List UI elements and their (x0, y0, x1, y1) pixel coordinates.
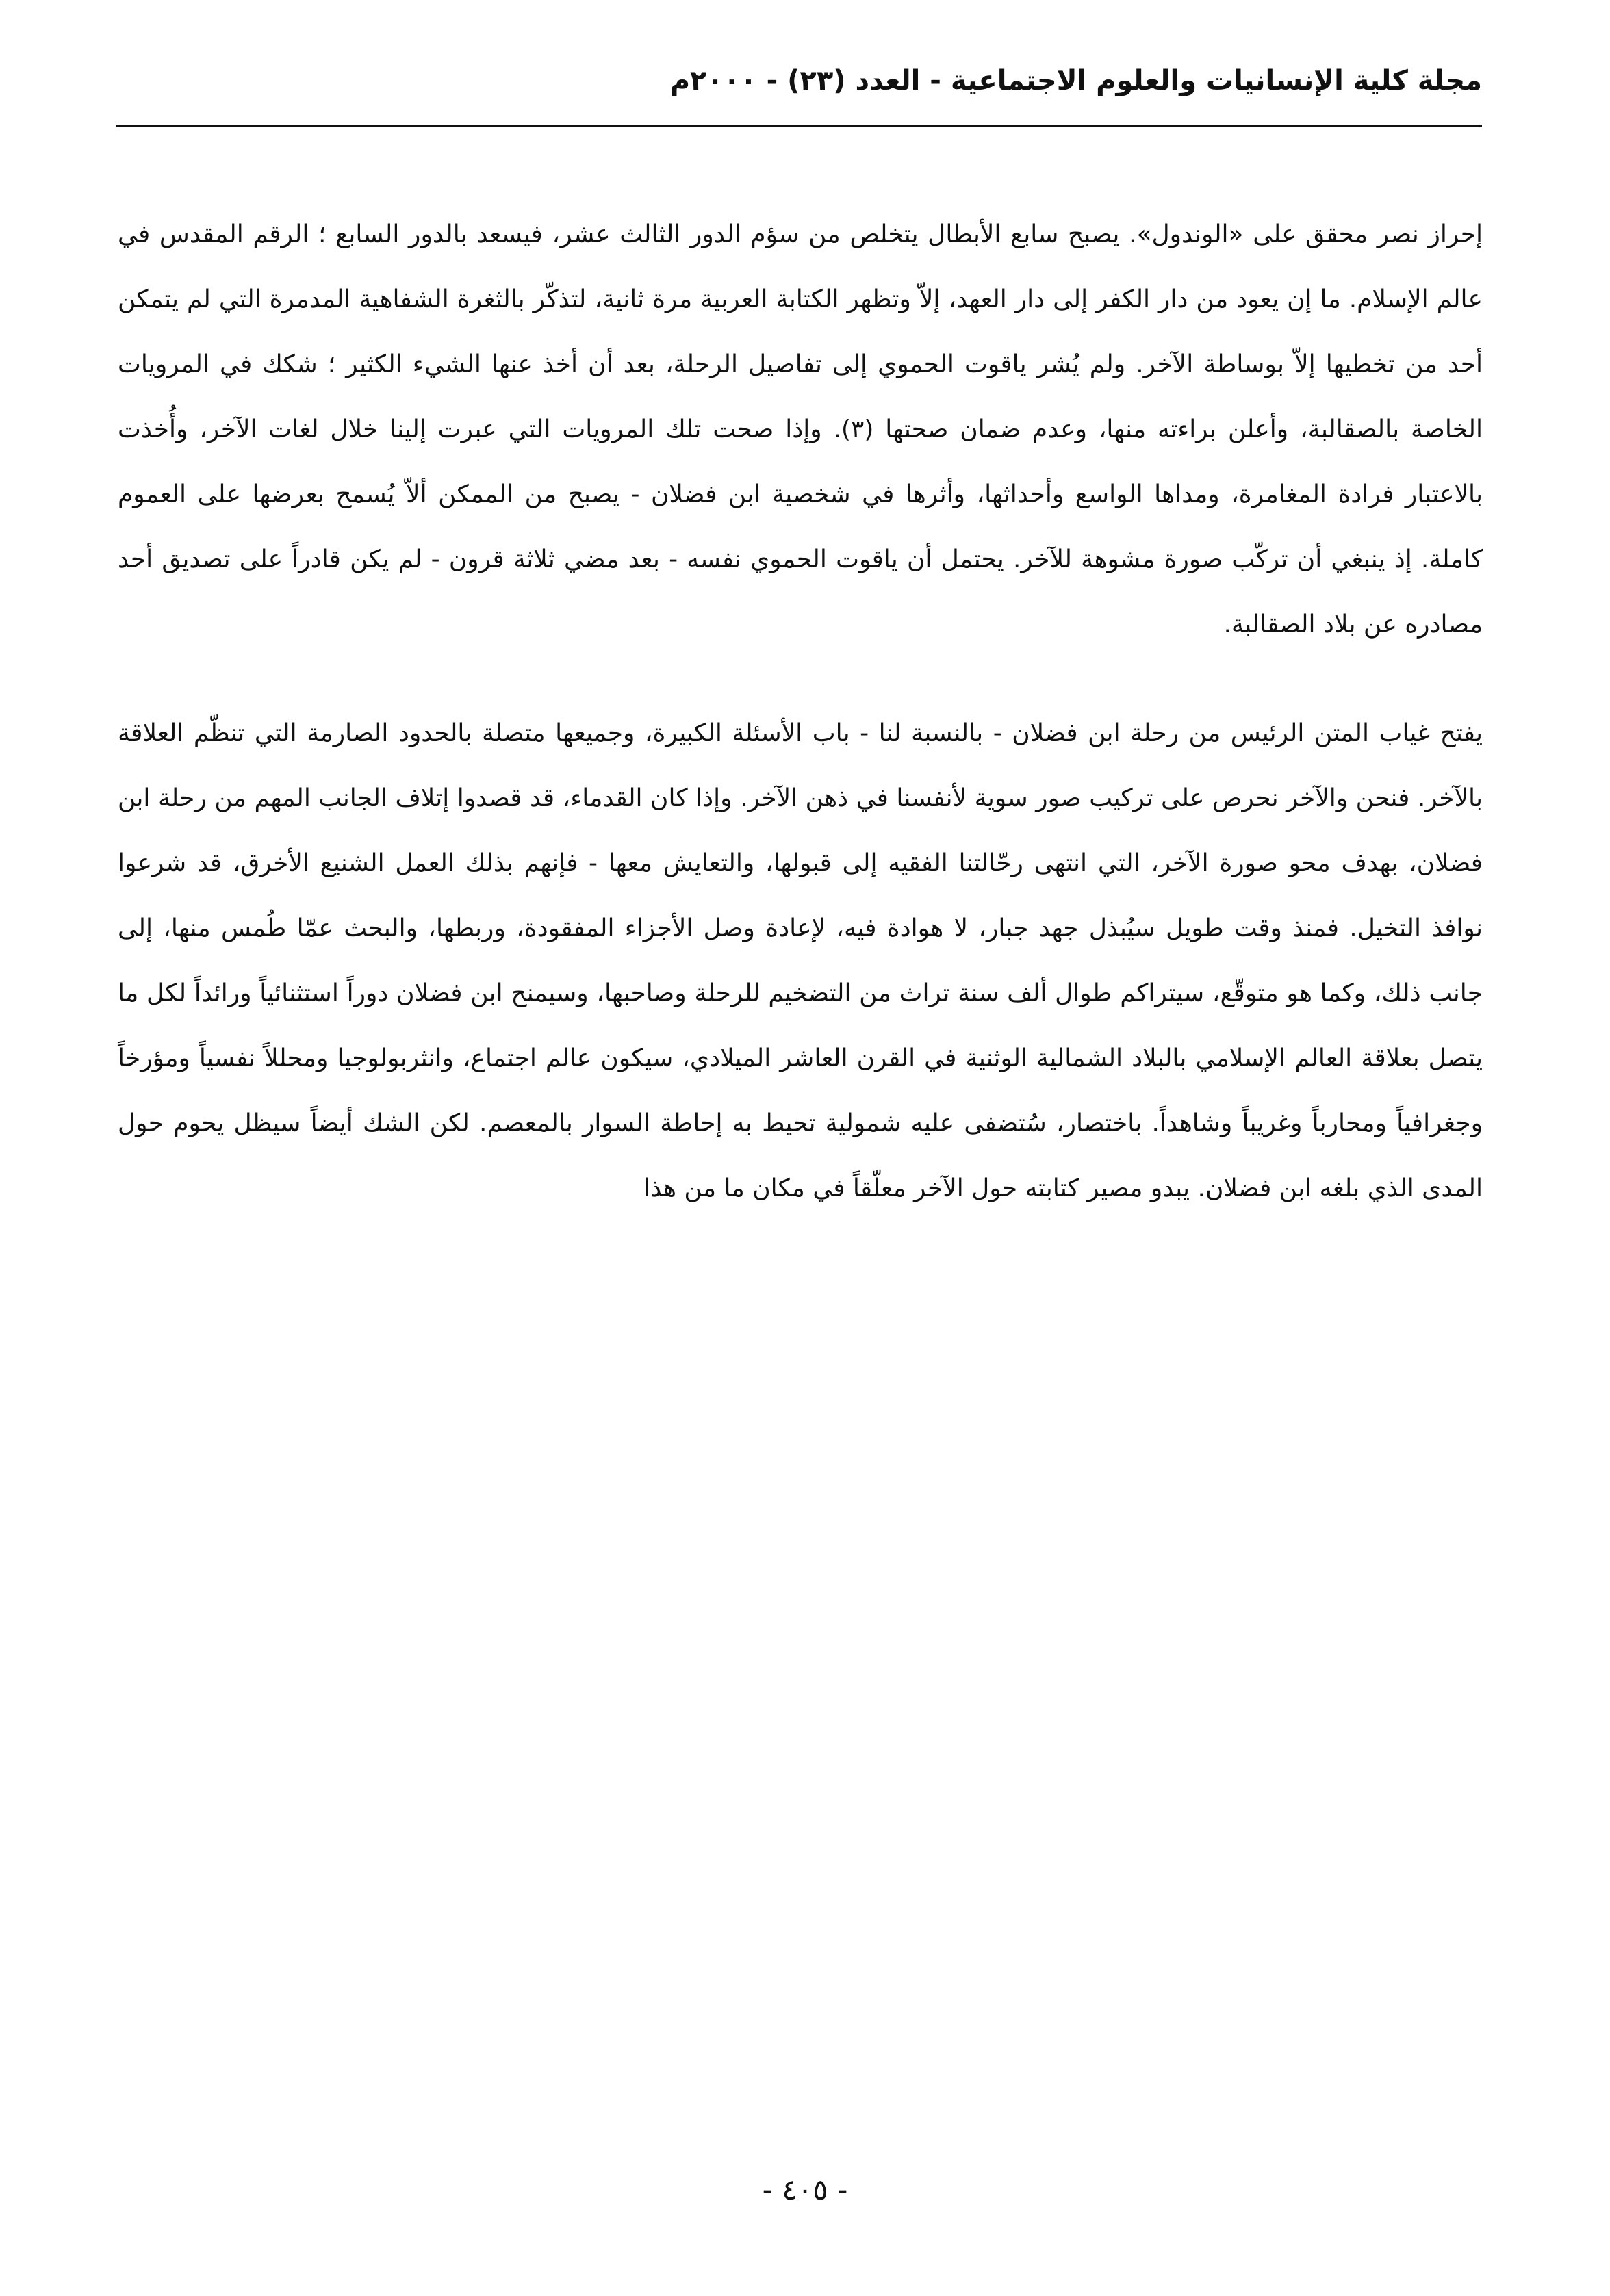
journal-title: مجلة كلية الإنسانيات والعلوم الاجتماعية - العدد (٢٣) - ٢٠٠٠م (669, 65, 1482, 96)
body-text (118, 202, 1483, 1221)
page-number: - ٤٠٥ - (762, 2173, 848, 2206)
paragraph-1: إحراز نصر محقق على «الوندول». يصبح سابع الأبطال يتخلص من سؤم الدور الثالث عشر، فيسعد بالدور السابع ؛ الرقم المقدس في عالم الإسلام. ما إن يعود من دار الكفر إلى دار العهد، إلاّ وتظهر الكتابة العربية مرة ثانية، لتذكّر بالثغرة الشفاهية المدمرة التي لم يتمكن أحد من تخطيها إلاّ بوساطة الآخر. ولم يُشر ياقوت الحموي إلى تفاصيل الرحلة، بعد أن أخذ عنها الشيء الكثير ؛ شكك في المرويات الخاصة بالصقالبة، وأعلن براءته منها، وعدم ضمان صحتها (٣). وإذا صحت تلك المرويات التي عبرت إلينا خلال لغات الآخر، وأُخذت بالاعتبار فرادة المغامرة، ومداها الواسع وأحداثها، وأثرها في شخصية ابن فضلان - يصبح من الممكن ألاّ يُسمح بعرضها على العموم كاملة. إذ ينبغي أن تركّب صورة مشوهة للآخر. يحتمل أن ياقوت الحموي نفسه - بعد مضي ثلاثة قرون - لم يكن قادراً على تصديق أحد مصادره عن بلاد الصقالبة. (118, 220, 1483, 639)
running-header (116, 62, 1482, 137)
header-divider (116, 125, 1482, 127)
paragraph-2: يفتح غياب المتن الرئيس من رحلة ابن فضلان - بالنسبة لنا - باب الأسئلة الكبيرة، وجميعها متصلة بالحدود الصارمة التي تنظّم العلاقة بالآخر. فنحن والآخر نحرص على تركيب صور سوية لأنفسنا في ذهن الآخر. وإذا كان القدماء، قد قصدوا إتلاف الجانب المهم من رحلة ابن فضلان، بهدف محو صورة الآخر، التي انتهى رحّالتنا الفقيه إلى قبولها، والتعايش معها - فإنهم بذلك العمل الشنيع الأخرق، قد شرعوا نوافذ التخيل. فمنذ وقت طويل سيُبذل جهد جبار، لا هوادة فيه، لإعادة وصل الأجزاء المفقودة، وربطها، والبحث عمّا طُمس منها، إلى جانب ذلك، وكما هو متوقّع، سيتراكم طوال ألف سنة تراث من التضخيم للرحلة وصاحبها، وسيمنح ابن فضلان دوراً استثنائياً ورائداً لكل ما يتصل بعلاقة العالم الإسلامي بالبلاد الشمالية الوثنية في القرن العاشر الميلادي، سيكون عالم اجتماع، وانثربولوجيا ومحللاً نفسياً ومؤرخاً وجغرافياً ومحارباً وغريباً وشاهداً. باختصار، سُتضفى عليه شمولية تحيط به إحاطة السوار بالمعصم. لكن الشك أيضاً سيظل يحوم حول المدى الذي بلغه ابن فضلان. يبدو مصير كتابته حول الآخر معلّقاً في مكان ما من هذا (118, 719, 1483, 1202)
